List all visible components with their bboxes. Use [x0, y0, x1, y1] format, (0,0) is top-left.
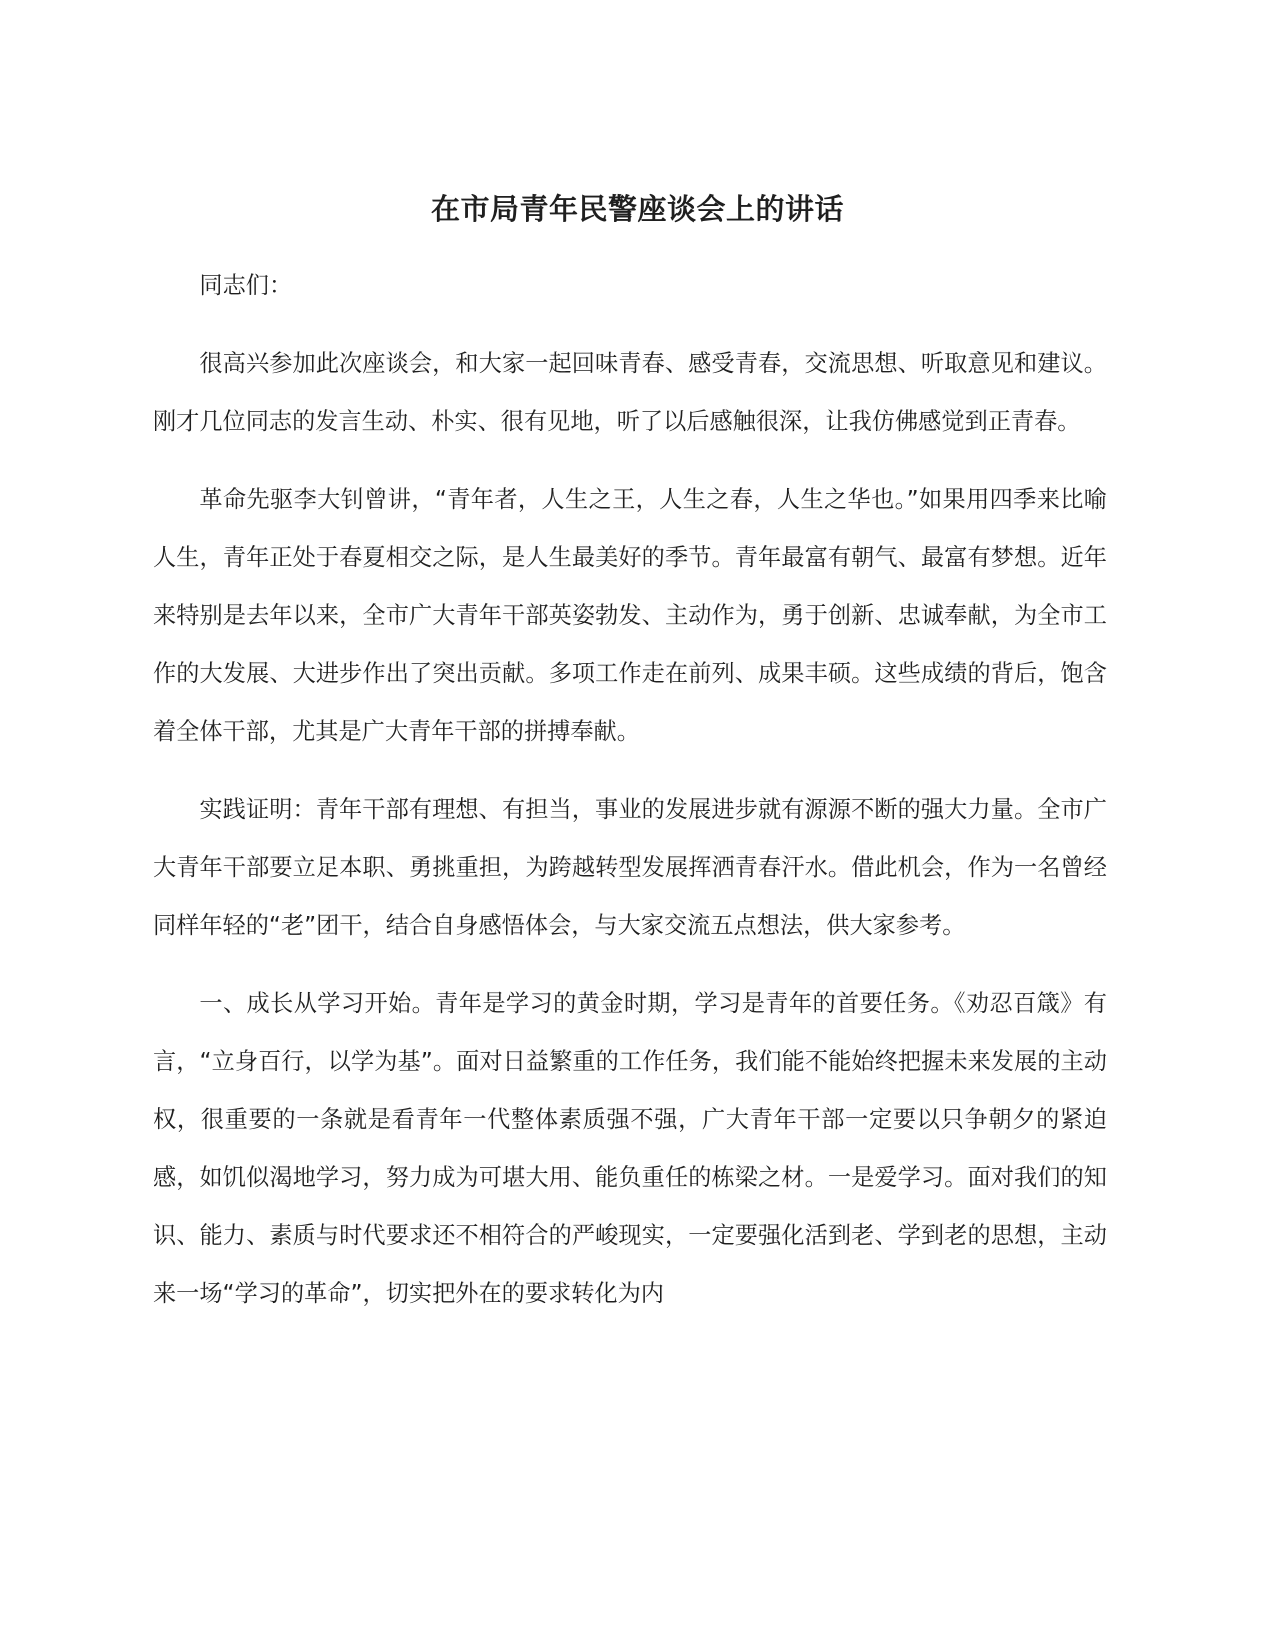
salutation: 同志们：	[199, 272, 293, 299]
paragraph-1: 很高兴参加此次座谈会，和大家一起回味青春、感受青春，交流思想、听取意见和建议。刚才几位同志的发言生动、朴实、很有见地，听了以后感触很深，让我仿佛感觉到正青春。	[153, 350, 1107, 435]
paragraph-3: 实践证明：青年干部有理想、有担当，事业的发展进步就有源源不断的强大力量。全市广大青年干部要立足本职、勇挑重担，为跨越转型发展挥洒青春汗水。借此机会，作为一名曾经同样年轻的“老”团干，结合自身感悟体会，与大家交流五点想法，供大家参考。	[153, 796, 1107, 939]
paragraph-2: 革命先驱李大钊曾讲，“青年者，人生之王，人生之春，人生之华也。”如果用四季来比喻人生，青年正处于春夏相交之际，是人生最美好的季节。青年最富有朝气、最富有梦想。近年来特别是去年以来，全市广大青年干部英姿勃发、主动作为，勇于创新、忠诚奉献，为全市工作的大发展、大进步作出了突出贡献。多项工作走在前列、成果丰硕。这些成绩的背后，饱含着全体干部，尤其是广大青年干部的拼搏奉献。	[153, 486, 1107, 745]
paragraph-4: 一、成长从学习开始。青年是学习的黄金时期，学习是青年的首要任务。《劝忍百箴》有言，“立身百行，以学为基”。面对日益繁重的工作任务，我们能不能始终把握未来发展的主动权，很重要的一条就是看青年一代整体素质强不强，广大青年干部一定要以只争朝夕的紧迫感，如饥似渴地学习，努力成为可堪大用、能负重任的栋梁之材。一是爱学习。面对我们的知识、能力、素质与时代要求还不相符合的严峻现实，一定要强化活到老、学到老的思想，主动来一场“学习的革命”，切实把外在的要求转化为内	[153, 990, 1107, 1307]
document-title: 在市局青年民警座谈会上的讲话	[430, 192, 844, 226]
document-body	[153, 257, 1107, 1343]
